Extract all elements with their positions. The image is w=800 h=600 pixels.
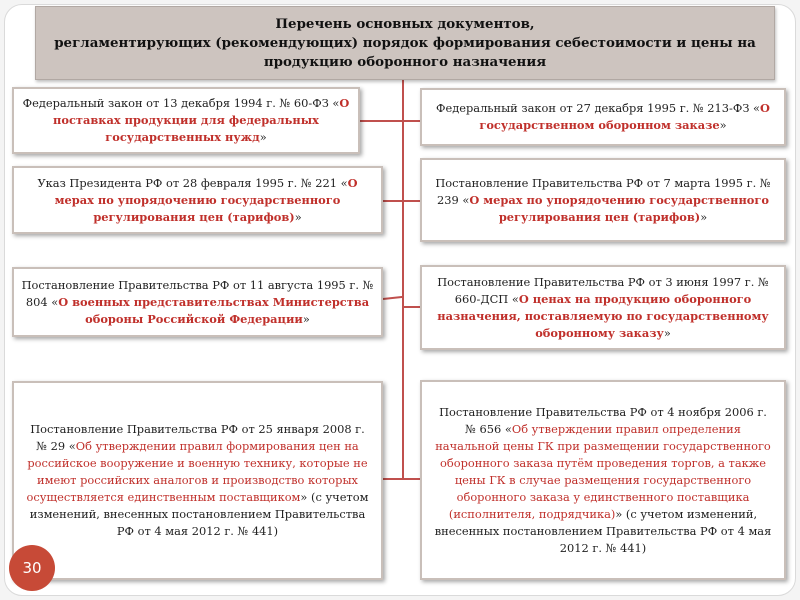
document-title-red: О ценах на продукцию оборонного назначения, поставляемую по государственному оборонному заказу [437,291,769,340]
document-text: Постановление Правительства РФ от 7 марта 1995 г. № 239 « [435,175,771,207]
document-text: Постановление Правительства РФ от 11 августа 1995 г. № 804 « [21,277,374,309]
document-text: Федеральный закон от 27 декабря 1995 г. № 213-ФЗ « [436,101,761,115]
document-text-tail: » (с учетом изменений, внесенных постановлением Правительства РФ от 4 мая 2012 г. № 441) [434,506,772,555]
document-title-red: Об утверждении правил определения начальной цены ГК при размещении государственного оборонного заказа путём проведения торгов, а также цены ГК в случае размещения государственного оборонного заказа у единственного поставщика (исполнителя, подрядчика) [435,421,771,521]
connector-left2 [383,200,403,202]
document-text: Постановление Правительства РФ от 25 января 2008 г. № 29 « [30,422,365,453]
document-title-red: О военных представительствах Министерства обороны Российской Федерации [58,294,370,326]
document-box-resolution-656 [420,380,786,580]
document-box-decree-221 [12,166,383,234]
connector-right4 [403,478,420,480]
document-title-red: О поставках продукции для федеральных государственных нужд [53,96,350,144]
document-text-tail: » [259,130,267,144]
document-text: Указ Президента РФ от 28 февраля 1995 г. № 221 « [37,175,348,190]
slide-title [35,6,775,80]
document-text-tail: » [719,118,727,132]
slide-title-line3: продукцию оборонного назначения [263,53,547,70]
document-text-tail: » (с учетом изменений, внесенных постановлением Правительства РФ от 4 мая 2012 г. № 441) [29,490,369,538]
connector-left1 [360,120,403,122]
document-text: Федеральный закон от 13 декабря 1994 г. № 60-ФЗ « [22,96,340,110]
connector-vertical [402,78,404,480]
document-text-tail: » [663,325,671,340]
slide-title-line2: регламентирующих (рекомендующих) порядок формирования себестоимости и цены на [54,34,756,51]
connector-right3 [403,306,420,308]
document-text-tail: » [294,209,302,224]
document-box-resolution-239 [420,158,786,242]
document-title-red: О мерах по упорядочению государственного регулирования цен (тарифов) [54,175,358,224]
document-box-resolution-660 [420,265,786,350]
document-title-red: О государственном оборонном заказе [479,101,770,132]
document-text: Постановление Правительства РФ от 4 ноября 2006 г. № 656 « [439,404,767,436]
document-title-red: Об утверждении правил формирования цен на российское вооружение и военную технику, которые не имеют российских аналогов и производство которых осуществляется единственным поставщиком [26,439,368,504]
document-box-federal-law-60 [12,87,360,154]
page-number-badge: 30 [9,545,55,591]
slide-title-line1: Перечень основных документов, [275,15,535,32]
connector-left4 [383,478,403,480]
document-box-federal-law-213 [420,88,786,146]
document-text: Постановление Правительства РФ от 3 июня 1997 г. № 660-ДСП « [437,274,769,306]
document-text-tail: » [302,311,310,326]
document-box-resolution-804 [12,267,383,337]
document-text-tail: » [700,209,708,224]
connector-right1 [403,120,420,122]
document-title-red: О мерах по упорядочению государственного регулирования цен (тарифов) [469,192,769,224]
document-box-resolution-29 [12,381,383,580]
connector-right2 [403,200,420,202]
